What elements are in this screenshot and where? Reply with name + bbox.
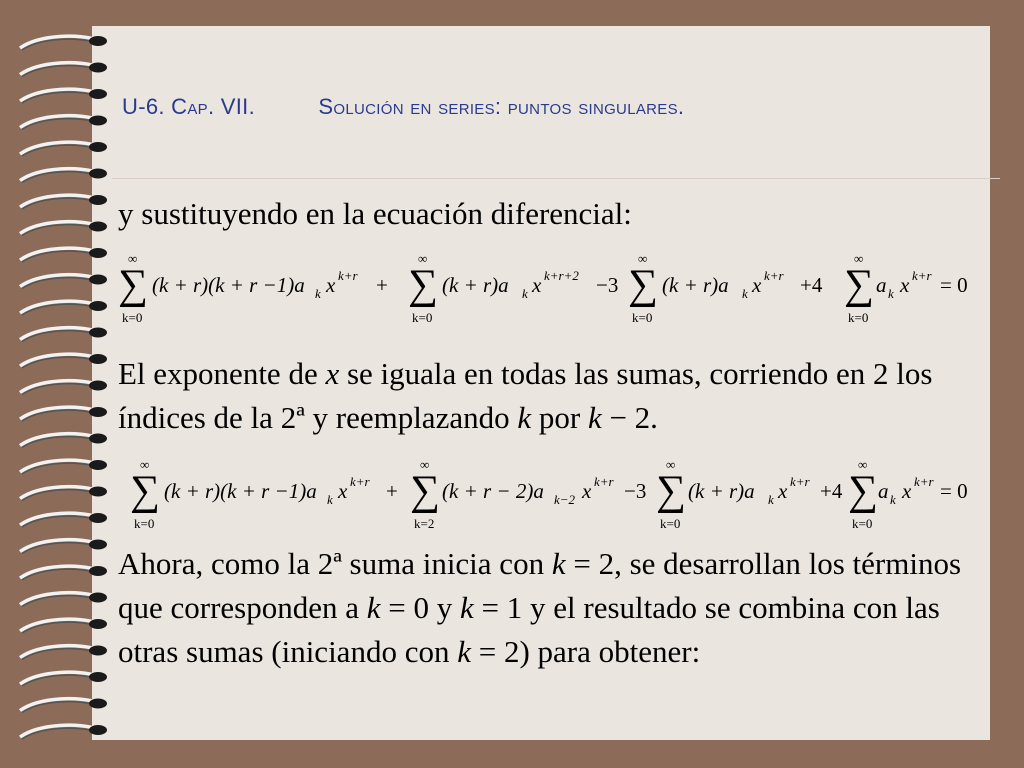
sum-3-lower: k=0 <box>632 310 653 325</box>
term-1-x: x <box>326 273 336 297</box>
eq2-sum-2-upper: ∞ <box>420 457 430 472</box>
term-4-sub: k <box>888 286 894 301</box>
spiral-ring <box>20 699 107 713</box>
spiral-ring <box>20 142 107 156</box>
eq2-term-1-sub: k <box>327 492 333 507</box>
paragraph-combine: Ahora, como la 2ª suma inicia con k = 2, se desarrollan los términos que corresponden a k = 0 y k = 1 y el resultado se combina con las otras sumas (iniciando con k = 2) para obtener: <box>118 546 962 669</box>
term-2-exp: k+r+2 <box>544 268 579 283</box>
eq2-term-4-x: x <box>902 479 912 503</box>
eq2-sum-3-symbol: ∑ <box>656 468 686 514</box>
eq2-sum-1-upper: ∞ <box>140 457 150 472</box>
sum-2-lower: k=0 <box>412 310 433 325</box>
spiral-ring <box>20 487 107 501</box>
sum-1-symbol: ∑ <box>118 262 148 308</box>
eq2-term-4-a: a <box>878 479 889 503</box>
term-3-body: (k + r)a <box>662 273 729 297</box>
eq2-term-3-exp: k+r <box>790 474 810 489</box>
spiral-ring <box>20 540 107 554</box>
spiral-ring <box>20 275 107 289</box>
spiral-ring <box>20 460 107 474</box>
eq2-sum-2-lower: k=2 <box>414 516 435 531</box>
term-1-body: (k + r)(k + r −1)a <box>152 273 305 297</box>
term-4-exp: k+r <box>912 268 932 283</box>
spiral-ring <box>20 513 107 527</box>
spiral-ring <box>20 195 107 209</box>
sum-2-upper: ∞ <box>418 251 428 266</box>
plus-4: +4 <box>800 273 823 297</box>
slide-header <box>122 94 862 120</box>
spiral-ring <box>20 566 107 580</box>
eq2-sum-2-symbol: ∑ <box>410 468 440 514</box>
sum-3-upper: ∞ <box>638 251 648 266</box>
sum-4-upper: ∞ <box>854 251 864 266</box>
eq2-term-3-x: x <box>778 479 788 503</box>
spiral-ring <box>20 328 107 342</box>
spiral-ring <box>20 36 107 50</box>
eq2-sum-4-lower: k=0 <box>852 516 873 531</box>
eq2-term-1-body: (k + r)(k + r −1)a <box>164 479 317 503</box>
spiral-ring <box>20 248 107 262</box>
eq2-sum-4-symbol: ∑ <box>848 468 878 514</box>
term-1-sub: k <box>315 286 321 301</box>
eq2-term-2-exp: k+r <box>594 474 614 489</box>
term-2-body: (k + r)a <box>442 273 509 297</box>
minus-3: −3 <box>596 273 619 297</box>
equation-1 <box>118 250 998 335</box>
spiral-ring <box>20 646 107 660</box>
header-title: Solución en series: puntos singulares. <box>318 94 685 119</box>
eq2-sum-3-upper: ∞ <box>666 457 676 472</box>
sum-4-lower: k=0 <box>848 310 869 325</box>
eq2-sum-3-lower: k=0 <box>660 516 681 531</box>
spiral-ring <box>20 116 107 130</box>
term-3-exp: k+r <box>764 268 784 283</box>
spiral-ring <box>20 619 107 633</box>
sum-4-symbol: ∑ <box>844 262 874 308</box>
term-1-exp: k+r <box>338 268 358 283</box>
eq2-term-4-sub: k <box>890 492 896 507</box>
term-2-x: x <box>532 273 542 297</box>
sum-3-symbol: ∑ <box>628 262 658 308</box>
eq2-plus-4: +4 <box>820 479 843 503</box>
spiral-ring <box>20 434 107 448</box>
spiral-ring <box>20 593 107 607</box>
sum-1-upper: ∞ <box>128 251 138 266</box>
spiral-ring <box>20 672 107 686</box>
spiral-ring <box>20 301 107 315</box>
sum-1-lower: k=0 <box>122 310 143 325</box>
eq2-minus-3: −3 <box>624 479 647 503</box>
eq2-sum-1-symbol: ∑ <box>130 468 160 514</box>
paragraph-exponent: El exponente de x se iguala en todas las sumas, corriendo en 2 los índices de la 2ª y reemplazando k por k − 2. <box>118 356 933 435</box>
eq2-term-3-body: (k + r)a <box>688 479 755 503</box>
eq2-equals-zero: = 0 <box>940 479 968 503</box>
spiral-ring <box>20 169 107 183</box>
term-2-sub: k <box>522 286 528 301</box>
eq2-sum-1-lower: k=0 <box>134 516 155 531</box>
plus-1: + <box>376 273 388 297</box>
eq2-plus-1: + <box>386 479 398 503</box>
eq2-sum-4-upper: ∞ <box>858 457 868 472</box>
term-4-x: x <box>900 273 910 297</box>
spiral-ring <box>20 222 107 236</box>
eq2-term-2-x: x <box>582 479 592 503</box>
paragraph-intro: y sustituyendo en la ecuación diferencial: <box>118 196 632 231</box>
spiral-ring <box>20 63 107 77</box>
spiral-ring <box>20 354 107 368</box>
spiral-ring <box>20 407 107 421</box>
term-3-sub: k <box>742 286 748 301</box>
spiral-ring <box>20 725 107 739</box>
eq2-term-3-sub: k <box>768 492 774 507</box>
header-chapter: U-6. Cap. VII. <box>122 94 256 119</box>
equation-2 <box>130 456 990 541</box>
spiral-binding <box>0 0 120 768</box>
header-divider <box>112 178 1000 179</box>
term-4-a: a <box>876 273 887 297</box>
spiral-ring <box>20 89 107 103</box>
eq2-term-2-sub: k−2 <box>554 492 576 507</box>
eq2-term-4-exp: k+r <box>914 474 934 489</box>
eq2-term-1-exp: k+r <box>350 474 370 489</box>
eq2-term-2-body: (k + r − 2)a <box>442 479 544 503</box>
spiral-ring <box>20 381 107 395</box>
eq2-term-1-x: x <box>338 479 348 503</box>
term-3-x: x <box>752 273 762 297</box>
sum-2-symbol: ∑ <box>408 262 438 308</box>
equals-zero-1: = 0 <box>940 273 968 297</box>
